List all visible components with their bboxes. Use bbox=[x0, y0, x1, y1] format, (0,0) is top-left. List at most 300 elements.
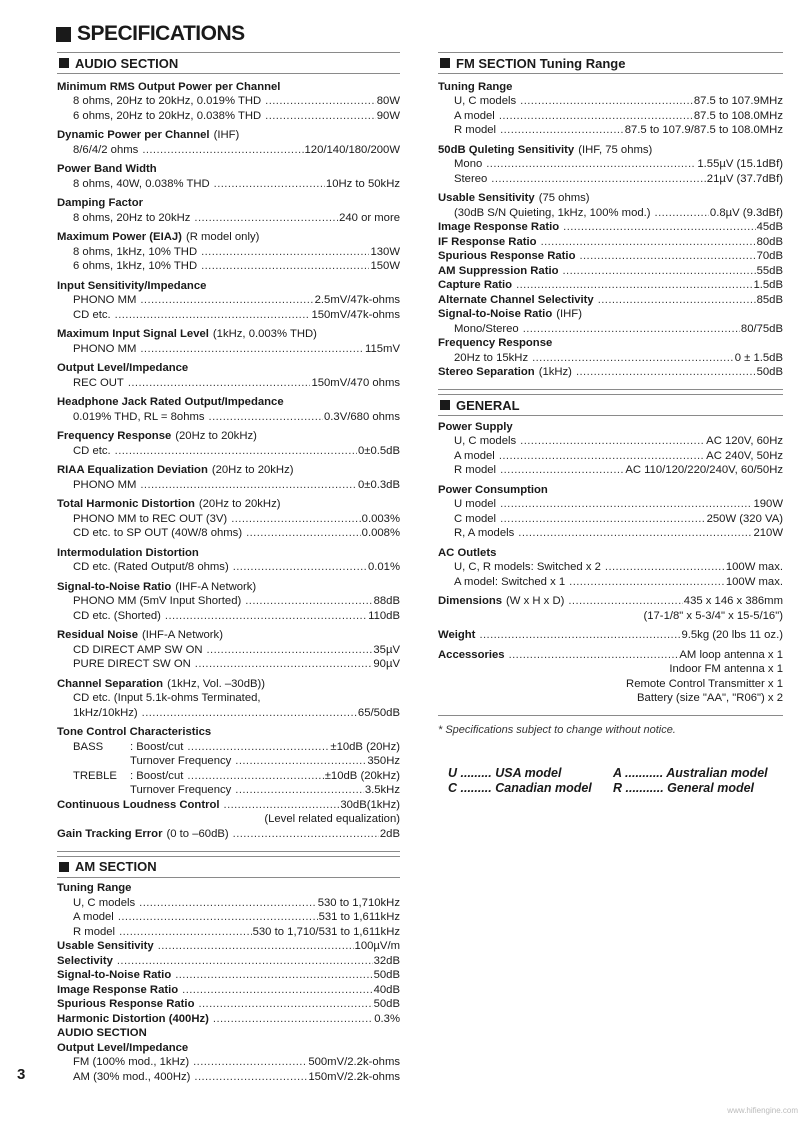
page-number: 3 bbox=[17, 1066, 26, 1083]
section-title: AM SECTION bbox=[75, 859, 157, 874]
spec-value: 150mV/470 ohms bbox=[311, 376, 400, 389]
dot-leader bbox=[140, 293, 313, 307]
spec-condition: (1kHz) bbox=[538, 366, 572, 378]
spec-row bbox=[57, 341, 400, 356]
spec-label: CD etc. (Rated Output/8 ohms) bbox=[73, 561, 229, 573]
spec-row bbox=[438, 249, 783, 264]
dot-leader bbox=[142, 706, 357, 720]
spec-row bbox=[57, 409, 400, 424]
spec-value: 0.01% bbox=[367, 561, 400, 573]
spec-row bbox=[438, 142, 783, 157]
spec-row bbox=[57, 725, 400, 740]
spec-label: RIAA Equalization Deviation bbox=[57, 464, 208, 476]
dot-leader bbox=[518, 526, 752, 540]
spec-label: PHONO MM bbox=[73, 478, 137, 491]
spec-label: Minimum RMS Output Power per Channel bbox=[57, 80, 281, 93]
spec-row bbox=[438, 365, 783, 380]
spec-label: U, C, R models: Switched x 2 bbox=[454, 561, 601, 573]
spec-value: 88dB bbox=[373, 595, 400, 607]
spec-row bbox=[57, 608, 400, 623]
spec-label: Image Response Ratio bbox=[438, 221, 560, 233]
legend-item: A ........... Australian model bbox=[613, 766, 768, 780]
spec-value: 100µV/m bbox=[354, 940, 400, 952]
spec-condition: (R model only) bbox=[185, 231, 260, 243]
dot-leader bbox=[516, 278, 752, 292]
spec-row bbox=[438, 574, 783, 589]
spec-label: Capture Ratio bbox=[438, 279, 513, 291]
spec-section bbox=[57, 856, 400, 1084]
spec-label: Dimensions bbox=[438, 595, 503, 607]
spec-row bbox=[438, 594, 783, 609]
spec-value: 115mV bbox=[365, 342, 400, 355]
dot-leader bbox=[233, 827, 379, 841]
spec-value: 90µV bbox=[373, 658, 400, 670]
square-bullet-icon bbox=[440, 400, 450, 410]
spec-label: U model bbox=[454, 498, 497, 510]
spec-label: Maximum Power (EIAJ) bbox=[57, 231, 182, 243]
dot-leader bbox=[198, 997, 372, 1011]
spec-value: 50dB bbox=[373, 998, 400, 1010]
spec-label: Spurious Response Ratio bbox=[438, 250, 576, 262]
spec-value: 55dB bbox=[756, 264, 783, 277]
dot-leader bbox=[235, 754, 366, 768]
spec-row bbox=[57, 361, 400, 376]
dot-leader bbox=[193, 1055, 307, 1069]
spec-value: 21µV (37.7dBf) bbox=[706, 172, 783, 185]
dot-leader bbox=[532, 351, 734, 365]
dot-leader bbox=[605, 560, 725, 574]
spec-row bbox=[57, 953, 400, 968]
dot-leader bbox=[224, 798, 340, 812]
spec-row bbox=[438, 307, 783, 322]
section-divider bbox=[438, 705, 783, 716]
spec-value: 2dB bbox=[379, 827, 400, 840]
spec-label: R model bbox=[454, 124, 497, 136]
spec-value: 250W (320 VA) bbox=[706, 512, 783, 525]
dot-leader bbox=[500, 123, 624, 137]
tone-band-label: BASS bbox=[73, 740, 104, 753]
spec-row bbox=[57, 910, 400, 925]
spec-row bbox=[438, 350, 783, 365]
spec-row bbox=[57, 196, 400, 211]
spec-row bbox=[438, 191, 783, 206]
spec-label: Alternate Channel Selectivity bbox=[438, 293, 594, 306]
dot-leader bbox=[115, 308, 311, 322]
spec-row bbox=[438, 560, 783, 575]
spec-value: 531 to 1,611kHz bbox=[318, 911, 400, 923]
dot-leader bbox=[509, 648, 679, 662]
spec-row bbox=[57, 676, 400, 691]
spec-value: 210W bbox=[753, 527, 783, 539]
dot-leader bbox=[195, 657, 373, 671]
spec-row bbox=[438, 647, 783, 662]
spec-label: Tone Control Characteristics bbox=[57, 726, 212, 738]
spec-value: ±10dB (20Hz) bbox=[330, 740, 400, 753]
spec-label: A model bbox=[454, 449, 495, 462]
dot-leader bbox=[175, 968, 372, 982]
dot-leader bbox=[579, 249, 755, 263]
dot-leader bbox=[499, 449, 705, 463]
spec-label: U, C models bbox=[73, 896, 136, 909]
spec-condition: (IHF-A Network) bbox=[175, 580, 257, 593]
spec-row bbox=[438, 220, 783, 235]
spec-label: Turnover Frequency bbox=[130, 755, 232, 767]
spec-row bbox=[57, 94, 400, 109]
dot-leader bbox=[194, 1070, 307, 1084]
dot-leader bbox=[479, 628, 680, 642]
spec-condition: (0 to –60dB) bbox=[166, 827, 229, 840]
spec-row bbox=[438, 123, 783, 138]
footnote: * Specifications subject to change without notice. bbox=[438, 724, 676, 736]
spec-label: C model bbox=[454, 512, 497, 525]
spec-row bbox=[57, 511, 400, 526]
spec-label: 6 ohms, 1kHz, 10% THD bbox=[73, 260, 198, 272]
square-bullet-icon bbox=[59, 58, 69, 68]
dot-leader bbox=[231, 512, 360, 526]
spec-label: Output Level/Impedance bbox=[57, 1041, 189, 1054]
spec-row bbox=[57, 128, 400, 143]
square-bullet-icon bbox=[56, 27, 71, 42]
spec-row bbox=[57, 657, 400, 672]
spec-label: AUDIO SECTION bbox=[57, 1027, 147, 1039]
spec-value: 50dB bbox=[373, 969, 400, 981]
dot-leader bbox=[213, 1012, 373, 1026]
spec-row bbox=[57, 1069, 400, 1084]
spec-value: 80/75dB bbox=[740, 322, 783, 335]
spec-value: 30dB(1kHz) bbox=[340, 798, 400, 811]
spec-row bbox=[438, 676, 783, 691]
spec-label: PHONO MM (5mV Input Shorted) bbox=[73, 595, 242, 607]
spec-label: Power Supply bbox=[438, 420, 513, 433]
spec-value: 150W bbox=[370, 260, 400, 272]
spec-value: AM loop antenna x 1 bbox=[679, 648, 783, 661]
dot-leader bbox=[165, 609, 367, 623]
dot-leader bbox=[655, 206, 709, 220]
spec-value: 0.003% bbox=[361, 512, 400, 525]
spec-row bbox=[438, 497, 783, 512]
spec-value: 50dB bbox=[756, 366, 783, 378]
spec-label: CD etc. to SP OUT (40W/8 ohms) bbox=[73, 527, 243, 539]
spec-value: 110dB bbox=[368, 609, 400, 622]
spec-row bbox=[438, 263, 783, 278]
spec-row bbox=[57, 895, 400, 910]
dot-leader bbox=[187, 769, 323, 783]
spec-label: Stereo Separation bbox=[438, 366, 535, 378]
spec-value: 80W bbox=[376, 95, 400, 107]
spec-row bbox=[57, 443, 400, 458]
legend-item: U ......... USA model bbox=[448, 766, 562, 780]
section-title: FM SECTION Tuning Range bbox=[456, 55, 626, 71]
dot-leader bbox=[158, 939, 354, 953]
spec-row bbox=[438, 292, 783, 307]
dot-leader bbox=[520, 94, 693, 108]
spec-row bbox=[57, 477, 400, 492]
spec-row bbox=[57, 579, 400, 594]
spec-label: CD etc. (Input 5.1k-ohms Terminated, bbox=[73, 692, 261, 704]
spec-row bbox=[438, 336, 783, 351]
spec-label: Weight bbox=[438, 629, 476, 641]
spec-row bbox=[57, 924, 400, 939]
spec-label: Intermodulation Distortion bbox=[57, 546, 199, 559]
dot-leader bbox=[214, 177, 325, 191]
dot-leader bbox=[563, 220, 755, 234]
spec-value: 70dB bbox=[756, 250, 783, 262]
spec-row bbox=[438, 526, 783, 541]
spec-label: Tuning Range bbox=[438, 80, 513, 93]
spec-row bbox=[438, 662, 783, 677]
spec-row bbox=[57, 526, 400, 541]
spec-label: Turnover Frequency bbox=[130, 784, 232, 796]
dot-leader bbox=[500, 512, 706, 526]
spec-condition: (20Hz to 20kHz) bbox=[211, 464, 294, 476]
spec-value: 87.5 to 107.9MHz bbox=[693, 95, 783, 107]
spec-label: Frequency Response bbox=[438, 337, 553, 349]
spec-value: 150mV/2.2k-ohms bbox=[308, 1070, 400, 1083]
spec-value: 80dB bbox=[756, 235, 783, 248]
spec-label: Damping Factor bbox=[57, 197, 143, 209]
spec-value: 120/140/180/200W bbox=[304, 143, 400, 156]
spec-label: 8 ohms, 20Hz to 20kHz, 0.019% THD bbox=[73, 95, 262, 107]
dot-leader bbox=[139, 896, 317, 910]
dot-leader bbox=[500, 497, 752, 511]
spec-row bbox=[57, 754, 400, 769]
spec-label: 50dB Quleting Sensitivity bbox=[438, 143, 575, 156]
spec-row bbox=[57, 768, 400, 783]
spec-row bbox=[57, 278, 400, 293]
dot-leader bbox=[246, 526, 361, 540]
spec-label: CD etc. bbox=[73, 444, 111, 457]
spec-row bbox=[438, 278, 783, 293]
spec-condition: (IHF-A Network) bbox=[142, 629, 223, 641]
spec-condition: (1kHz, 0.003% THD) bbox=[212, 328, 317, 340]
spec-label: Signal-to-Noise Ratio bbox=[57, 580, 172, 593]
spec-row bbox=[57, 812, 400, 827]
spec-condition: (IHF) bbox=[213, 129, 240, 141]
spec-label: Stereo bbox=[454, 172, 488, 185]
dot-leader bbox=[187, 740, 329, 754]
square-bullet-icon bbox=[440, 58, 450, 68]
spec-label: Mono/Stereo bbox=[454, 322, 519, 335]
spec-value: 150mV/47k-ohms bbox=[311, 308, 400, 321]
spec-row bbox=[57, 881, 400, 896]
spec-value: 130W bbox=[370, 245, 400, 258]
spec-label: Usable Sensitivity bbox=[57, 940, 154, 952]
spec-value: Indoor FM antenna x 1 bbox=[669, 663, 783, 675]
spec-label: CD etc. (Shorted) bbox=[73, 609, 161, 622]
spec-label: Headphone Jack Rated Output/Impedance bbox=[57, 396, 284, 408]
spec-value: 1.5dB bbox=[753, 279, 783, 291]
square-bullet-icon bbox=[59, 862, 69, 872]
spec-label: Harmonic Distortion (400Hz) bbox=[57, 1012, 209, 1025]
spec-condition: (W x H x D) bbox=[506, 595, 565, 607]
spec-label: A model bbox=[73, 911, 114, 923]
spec-row bbox=[57, 968, 400, 983]
spec-row bbox=[57, 1026, 400, 1041]
spec-value: 2.5mV/47k-ohms bbox=[314, 294, 400, 306]
dot-leader bbox=[569, 575, 725, 589]
spec-value: AC 240V, 50Hz bbox=[706, 449, 783, 462]
spec-value: 0±0.5dB bbox=[357, 444, 400, 457]
spec-row bbox=[57, 79, 400, 94]
dot-leader bbox=[140, 342, 364, 356]
spec-label: Channel Separation bbox=[57, 677, 164, 690]
dot-leader bbox=[207, 643, 373, 657]
dot-leader bbox=[245, 594, 372, 608]
spec-row bbox=[438, 691, 783, 706]
spec-label: FM (100% mod., 1kHz) bbox=[73, 1056, 190, 1068]
spec-row bbox=[438, 628, 783, 643]
spec-value: 530 to 1,710/531 to 1,611kHz bbox=[252, 925, 400, 938]
dot-leader bbox=[598, 293, 756, 307]
spec-label: PHONO MM to REC OUT (3V) bbox=[73, 512, 228, 525]
spec-row bbox=[438, 608, 783, 623]
right-column bbox=[438, 52, 783, 795]
spec-row bbox=[438, 463, 783, 478]
spec-row bbox=[57, 293, 400, 308]
spec-row bbox=[438, 511, 783, 526]
spec-row bbox=[57, 982, 400, 997]
dot-leader bbox=[142, 143, 303, 157]
spec-label: R model bbox=[73, 925, 116, 938]
spec-row bbox=[57, 307, 400, 322]
spec-row bbox=[438, 79, 783, 94]
spec-label: PURE DIRECT SW ON bbox=[73, 658, 191, 670]
spec-row bbox=[57, 497, 400, 512]
spec-label: REC OUT bbox=[73, 376, 124, 389]
spec-value: ±10dB (20kHz) bbox=[324, 769, 400, 782]
spec-value: 0.8µV (9.3dBf) bbox=[709, 206, 783, 219]
dot-leader bbox=[520, 434, 705, 448]
spec-row bbox=[57, 1040, 400, 1055]
spec-row bbox=[438, 171, 783, 186]
spec-value: 350Hz bbox=[367, 755, 400, 767]
spec-label: 0.019% THD, RL = 8ohms bbox=[73, 410, 205, 423]
spec-row bbox=[57, 176, 400, 191]
spec-value: 0 ± 1.5dB bbox=[734, 351, 783, 364]
spec-label: Maximum Input Signal Level bbox=[57, 328, 209, 340]
spec-value: 100W max. bbox=[725, 561, 783, 573]
dot-leader bbox=[140, 478, 357, 492]
spec-label: Selectivity bbox=[57, 954, 113, 967]
spec-row bbox=[57, 705, 400, 720]
spec-row bbox=[57, 560, 400, 575]
spec-value: 0.3% bbox=[374, 1012, 400, 1025]
dot-leader bbox=[117, 954, 373, 968]
dot-leader bbox=[541, 235, 756, 249]
spec-section bbox=[57, 52, 400, 852]
spec-row bbox=[57, 783, 400, 798]
section-header bbox=[438, 394, 783, 416]
spec-label: Tuning Range bbox=[57, 882, 132, 894]
dot-leader bbox=[201, 245, 369, 259]
dot-leader bbox=[235, 783, 364, 797]
dot-leader bbox=[182, 983, 372, 997]
dot-leader bbox=[265, 94, 376, 108]
spec-condition: (1kHz, Vol. –30dB)) bbox=[167, 677, 266, 690]
spec-row bbox=[57, 1055, 400, 1070]
spec-condition: (75 ohms) bbox=[538, 192, 590, 204]
spec-value: 240 or more bbox=[339, 211, 400, 224]
spec-label: Usable Sensitivity bbox=[438, 192, 535, 204]
spec-value: 530 to 1,710kHz bbox=[317, 896, 400, 909]
section-title: GENERAL bbox=[456, 397, 520, 413]
spec-row bbox=[57, 162, 400, 177]
spec-label: Power Band Width bbox=[57, 163, 157, 175]
spec-row bbox=[57, 642, 400, 657]
spec-row bbox=[57, 939, 400, 954]
spec-row bbox=[57, 826, 400, 841]
spec-label: 8 ohms, 40W, 0.038% THD bbox=[73, 177, 210, 190]
spec-value: AC 120V, 60Hz bbox=[706, 435, 783, 447]
spec-label: Total Harmonic Distortion bbox=[57, 498, 195, 510]
spec-label: PHONO MM bbox=[73, 294, 137, 306]
spec-row bbox=[57, 142, 400, 157]
dot-leader bbox=[119, 925, 252, 939]
section-divider bbox=[438, 379, 783, 390]
spec-label: Gain Tracking Error bbox=[57, 827, 163, 840]
spec-value: 0.3V/680 ohms bbox=[324, 410, 400, 423]
dot-leader bbox=[563, 264, 756, 278]
spec-value: 35µV bbox=[373, 643, 400, 656]
legend-item: R ........... General model bbox=[613, 781, 755, 795]
spec-condition: (IHF) bbox=[556, 308, 582, 320]
spec-value: Battery (size "AA", "R06") x 2 bbox=[637, 692, 783, 704]
spec-label: Mono bbox=[454, 158, 483, 170]
spec-label: A model: Switched x 1 bbox=[454, 575, 566, 588]
spec-label: Image Response Ratio bbox=[57, 983, 179, 996]
spec-row bbox=[438, 545, 783, 560]
dot-leader bbox=[201, 259, 369, 273]
spec-row bbox=[438, 94, 783, 109]
dot-leader bbox=[500, 463, 624, 477]
spec-value: 85dB bbox=[756, 293, 783, 306]
spec-row bbox=[57, 244, 400, 259]
spec-row bbox=[57, 797, 400, 812]
spec-row bbox=[57, 691, 400, 706]
spec-label: : Boost/cut bbox=[130, 740, 184, 753]
spec-row bbox=[438, 434, 783, 449]
dot-leader bbox=[209, 410, 323, 424]
spec-value: 9.5kg (20 lbs 11 oz.) bbox=[681, 629, 783, 641]
spec-condition: (20Hz to 20kHz) bbox=[175, 430, 257, 442]
spec-label: Residual Noise bbox=[57, 629, 138, 641]
spec-row bbox=[57, 628, 400, 643]
spec-row bbox=[57, 210, 400, 225]
spec-value: 3.5kHz bbox=[364, 784, 400, 796]
spec-label: Dynamic Power per Channel bbox=[57, 129, 210, 141]
spec-label: AC Outlets bbox=[438, 546, 497, 559]
spec-row bbox=[57, 259, 400, 274]
spec-label: Spurious Response Ratio bbox=[57, 998, 195, 1010]
spec-label: (30dB S/N Quieting, 1kHz, 100% mod.) bbox=[454, 206, 651, 219]
spec-value: 1.55µV (15.1dBf) bbox=[697, 158, 783, 170]
spec-condition: (20Hz to 20kHz) bbox=[198, 498, 281, 510]
dot-leader bbox=[194, 211, 338, 225]
dot-leader bbox=[115, 444, 357, 458]
spec-label: Signal-to-Noise Ratio bbox=[438, 308, 553, 320]
spec-row bbox=[57, 230, 400, 245]
spec-row bbox=[438, 482, 783, 497]
spec-label: Accessories bbox=[438, 648, 505, 661]
spec-label: 8 ohms, 20Hz to 20kHz bbox=[73, 211, 191, 224]
page-title-text: SPECIFICATIONS bbox=[77, 22, 245, 45]
spec-value: (Level related equalization) bbox=[264, 813, 400, 825]
dot-leader bbox=[523, 322, 740, 336]
spec-label: CD DIRECT AMP SW ON bbox=[73, 643, 203, 656]
spec-label: AM (30% mod., 400Hz) bbox=[73, 1070, 191, 1083]
spec-row bbox=[438, 321, 783, 336]
spec-label: Output Level/Impedance bbox=[57, 362, 189, 374]
